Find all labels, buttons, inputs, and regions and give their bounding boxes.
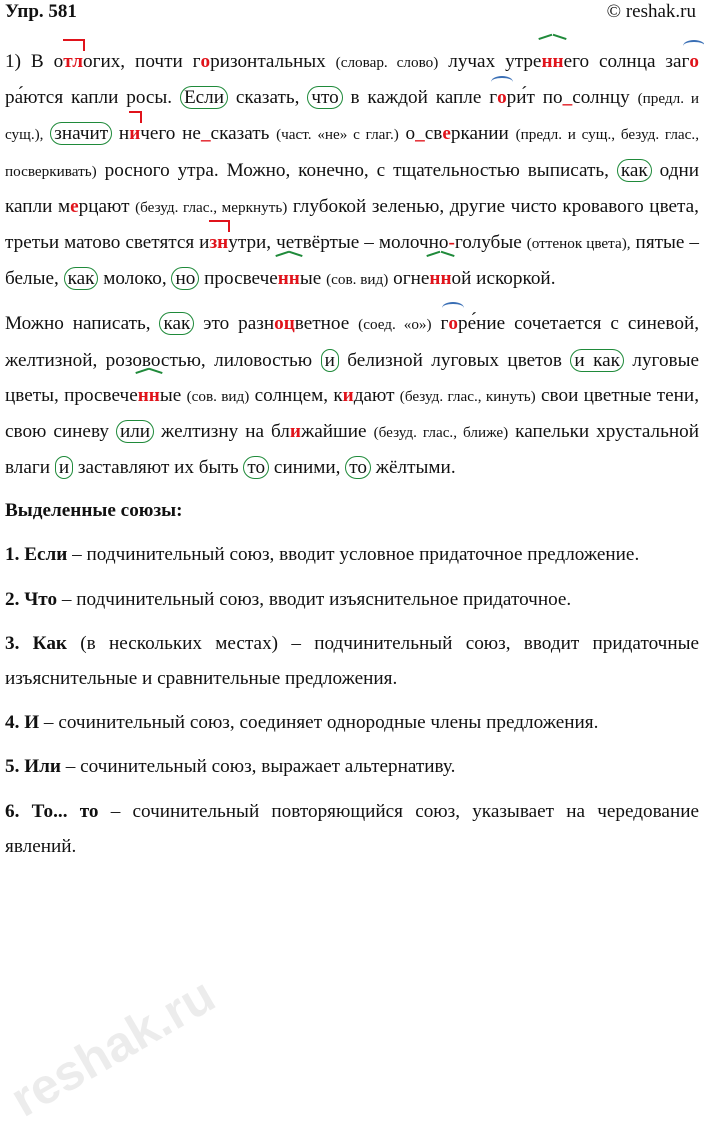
text-segment: голубые: [454, 232, 527, 254]
highlighted-letters: о: [689, 44, 699, 79]
item-desc: – подчинительный союз, вводит изъяснительное придаточное.: [57, 588, 572, 610]
text-segment: росного утра. Можно, конечно, с тщательностью выписать,: [96, 159, 617, 181]
text-segment: ркании: [450, 123, 516, 145]
text-segment: солнцу: [572, 87, 638, 109]
highlighted-letters: о: [497, 80, 507, 115]
text-segment: Можно написать,: [5, 313, 160, 335]
text-segment: утри, четвёртые – молочно: [228, 232, 449, 254]
item-term: 6. То... то: [5, 800, 99, 822]
circled-conjunction: или: [116, 420, 154, 443]
circled-conjunction: как: [64, 267, 99, 290]
exercise-title: Упр. 581: [5, 1, 77, 22]
text-segment: молоко,: [98, 268, 172, 290]
text-segment: 1) В о: [5, 51, 64, 72]
item-desc: – подчинительный союз, вводит условное придаточное предложение.: [67, 544, 640, 566]
text-segment: в каждой капле г: [342, 87, 498, 109]
main-content: [5, 44, 699, 864]
text-segment: о: [398, 123, 416, 145]
circled-conjunction: что: [307, 86, 342, 109]
circled-conjunction: как: [159, 312, 194, 335]
highlighted-letters: и: [342, 384, 354, 406]
item-term: 5. Или: [5, 756, 61, 778]
text-segment: св: [424, 123, 443, 145]
grammar-note: (безуд. глас., меркнуть): [135, 198, 288, 216]
text-segment: лучах утре: [438, 51, 542, 72]
text-segment: чего не: [140, 123, 201, 145]
highlighted-letters: е: [442, 123, 451, 145]
circled-conjunction: и: [321, 349, 339, 372]
text-segment: синими,: [269, 457, 346, 479]
text-segment: ре́ние сочетается с синевой, желтизной, розовостью, лиловостью: [5, 313, 700, 371]
text-segment: глубокой зеленью, другие чисто кровавого цвета, третьи матово светятся и: [5, 195, 699, 254]
text-segment: ризонтальных: [210, 51, 336, 72]
text-segment: его солнца заг: [563, 51, 690, 72]
highlighted-letters: и: [289, 421, 301, 443]
text-segment: огих, почти г: [82, 51, 201, 72]
circled-conjunction: и: [55, 456, 73, 479]
circled-conjunction: как: [617, 159, 652, 182]
grammar-note: (словар. слово): [335, 54, 439, 71]
text-segment: желтизну на бл: [154, 421, 290, 443]
highlighted-letters: _: [200, 123, 211, 145]
grammar-note: (соед. «о»): [358, 316, 432, 334]
grammar-note: (част. «не» с глаг.): [276, 126, 399, 144]
conjunction-item: [5, 749, 699, 784]
text-segment: одни капли м: [5, 159, 699, 217]
site-credit: © reshak.ru: [606, 1, 696, 22]
text-segment: ые: [159, 384, 187, 406]
circled-conjunction: но: [171, 267, 199, 290]
highlighted-letters: и: [129, 116, 140, 151]
text-segment: луговые цветы, просвече: [5, 349, 700, 406]
conjunction-item: [5, 626, 699, 696]
text-segment: г: [431, 313, 449, 335]
highlighted-letters: о: [200, 51, 211, 72]
page-header: [0, 0, 704, 28]
conjunction-item: [5, 705, 699, 740]
item-desc: – сочинительный повторяющийся союз, указывает на чередование явлений.: [5, 800, 699, 857]
highlighted-letters: нн: [429, 261, 451, 296]
text-segment: огне: [388, 268, 430, 290]
circled-conjunction: то: [243, 456, 269, 479]
conjunction-item: [5, 537, 699, 572]
paragraph-1: [5, 44, 699, 297]
item-term: 4. И: [5, 712, 40, 734]
text-segment: свои цветные тени, свою синеву: [5, 384, 699, 443]
conjunction-item: [5, 794, 699, 864]
text-segment: ветное: [294, 313, 359, 335]
grammar-note: (предл. и сущ., безуд. глас., посверкивать): [5, 126, 699, 180]
paragraph-2: [5, 306, 699, 485]
highlighted-letters: _: [415, 123, 425, 145]
text-segment: это разн: [194, 313, 275, 335]
text-segment: н: [112, 123, 130, 145]
highlighted-letters: -: [448, 232, 455, 254]
grammar-note: (безуд. глас., ближе): [373, 424, 509, 442]
item-desc: (в нескольких местах) – подчинительный союз, вводит придаточные изъяснительные и сравнительные предложения.: [5, 632, 699, 690]
highlighted-letters: нн: [138, 378, 160, 413]
text-segment: жайшие: [300, 421, 374, 443]
text-segment: рцают: [78, 195, 136, 217]
text-segment: капельки хрустальной влаги: [5, 421, 699, 479]
item-term: 1. Если: [5, 544, 68, 566]
item-term: 3. Как: [5, 632, 67, 654]
circled-conjunction: и как: [570, 349, 624, 372]
highlighted-letters: тл: [63, 44, 83, 79]
text-segment: ра́ются капли росы.: [5, 87, 180, 109]
text-segment: пятые – белые,: [5, 232, 699, 290]
grammar-note: (сов. вид): [186, 387, 250, 405]
section-title: Выделенные союзы:: [5, 500, 183, 522]
highlighted-letters: _: [562, 87, 573, 109]
conjunction-item: [5, 582, 699, 617]
grammar-note: (оттенок цвета),: [526, 235, 631, 253]
text-segment: дают: [353, 384, 400, 406]
text-segment: сказать,: [228, 87, 308, 109]
circled-conjunction: значит: [50, 122, 112, 145]
text-segment: ри́т по: [506, 87, 563, 109]
text-segment: жёлтыми.: [370, 457, 456, 479]
grammar-note: (предл. и сущ.),: [5, 90, 699, 144]
text-segment: ые: [299, 268, 327, 290]
circled-conjunction: то: [345, 456, 371, 479]
watermark: reshak.ru: [1, 966, 225, 1128]
item-desc: – сочинительный союз, соединяет однородные члены предложения.: [39, 712, 599, 734]
text-segment: просвече: [199, 268, 278, 290]
item-term: 2. Что: [5, 588, 58, 610]
text-segment: заставляют их быть: [73, 457, 244, 479]
grammar-note: (сов. вид): [326, 271, 389, 289]
text-segment: ой искоркой.: [451, 268, 556, 290]
circled-conjunction: Если: [180, 86, 228, 109]
text-segment: сказать: [210, 123, 277, 145]
highlighted-letters: зн: [209, 225, 228, 260]
highlighted-letters: о: [448, 306, 458, 341]
highlighted-letters: нн: [278, 261, 300, 296]
text-segment: солнцем, к: [249, 384, 343, 406]
item-desc: – сочинительный союз, выражает альтернативу.: [60, 756, 456, 778]
text-segment: белизной луговых цветов: [338, 349, 571, 371]
highlighted-letters: оц: [274, 313, 295, 335]
highlighted-letters: нн: [541, 44, 563, 79]
grammar-note: (безуд. глас., кинуть): [399, 387, 536, 405]
highlighted-letters: е: [70, 195, 79, 217]
